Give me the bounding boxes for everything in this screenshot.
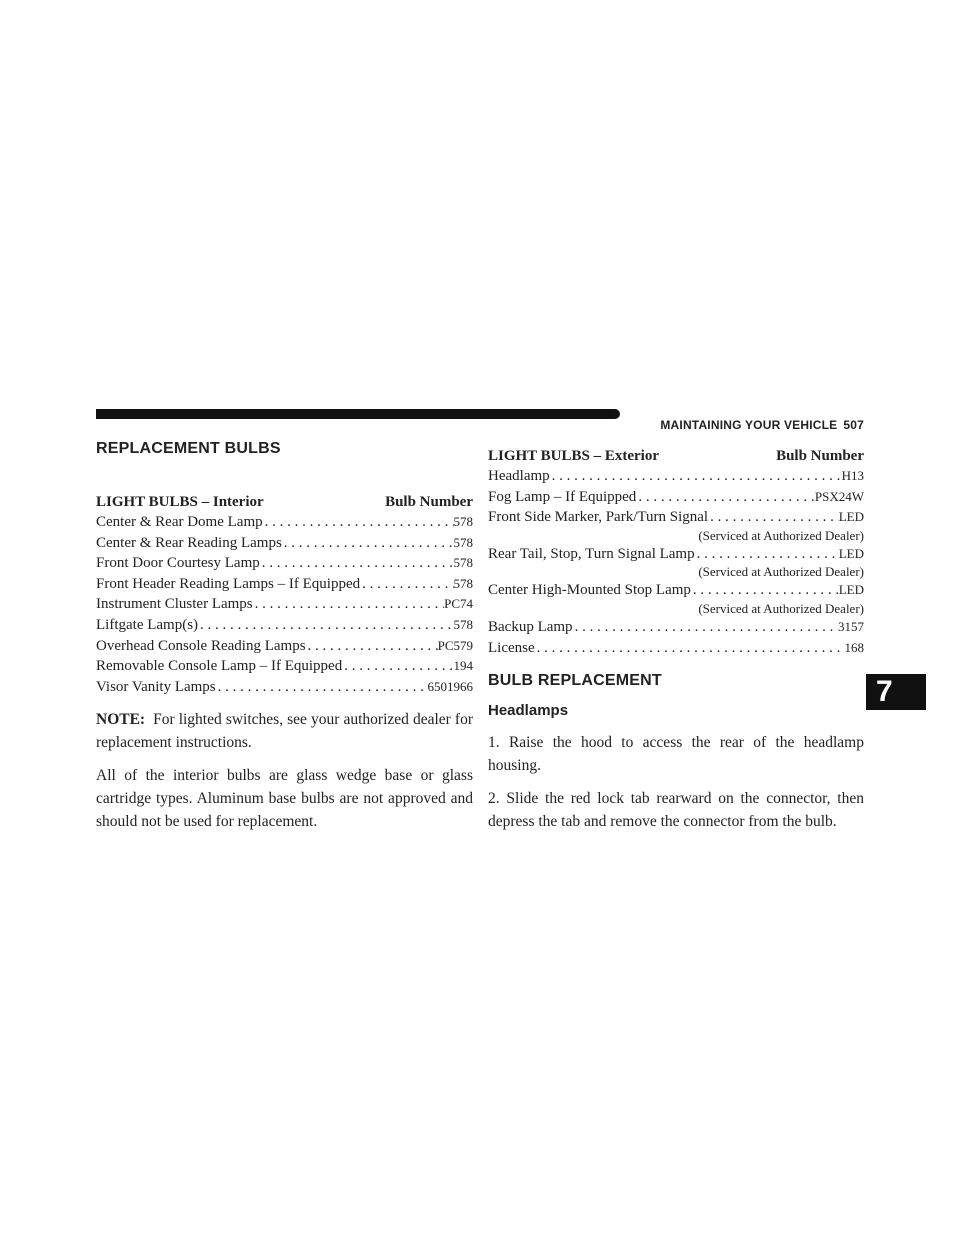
row-label: Front Door Courtesy Lamp [96, 555, 260, 572]
interior-table-column: Bulb Number [385, 494, 473, 510]
dot-leader [695, 545, 839, 565]
table-row [96, 533, 473, 554]
chapter-tab[interactable]: 7 [866, 674, 926, 710]
row-bulb-number: 3157 [838, 618, 864, 634]
row-bulb-number: PC74 [444, 596, 473, 612]
row-bulb-number: H13 [841, 468, 864, 483]
interior-bulb-list [96, 512, 473, 697]
table-row [96, 512, 473, 533]
row-bulb-number: 578 [453, 575, 473, 591]
table-row [488, 580, 864, 601]
row-service-note: (Serviced at Authorized Dealer) [698, 527, 864, 543]
row-label: Liftgate Lamp(s) [96, 616, 199, 633]
row-label: Visor Vanity Lamps [96, 678, 216, 695]
row-label: Front Side Marker, Park/Turn Signal [488, 509, 709, 526]
row-service-note: (Serviced at Authorized Dealer) [698, 564, 864, 580]
table-row [96, 636, 473, 657]
exterior-bulb-list [488, 466, 864, 658]
row-bulb-number: LED [838, 545, 864, 561]
interior-table-title: LIGHT BULBS – Interior [96, 494, 264, 510]
row-bulb-number: 578 [453, 616, 473, 632]
table-row [488, 617, 864, 638]
row-label: Rear Tail, Stop, Turn Signal Lamp [488, 545, 695, 562]
row-bulb-number: 578 [453, 514, 473, 529]
row-label: Removable Console Lamp – If Equipped [96, 658, 343, 675]
row-label: Backup Lamp [488, 618, 573, 635]
row-bulb-number: 194 [453, 658, 473, 674]
page-number: 507 [843, 418, 864, 432]
row-label: Center High-Mounted Stop Lamp [488, 582, 691, 599]
subheading-headlamps: Headlamps [488, 702, 569, 720]
section-heading-replacement-bulbs: REPLACEMENT BULBS [96, 440, 281, 457]
table-row [488, 466, 864, 487]
row-label: Headlamp [488, 468, 550, 484]
note-label: NOTE: [96, 711, 146, 729]
interior-bulb-paragraph: All of the interior bulbs are glass wedge base or glass cartridge types. Aluminum base bulbs are not approved and should not be used for replacement. [96, 767, 473, 831]
section-heading-bulb-replacement: BULB REPLACEMENT [488, 672, 662, 690]
note-text: For lighted switches, see your authorized dealer for replacement instructions. [96, 711, 473, 752]
row-bulb-number: 578 [453, 555, 473, 571]
right-column [488, 440, 864, 833]
row-bulb-number: LED [838, 509, 864, 525]
table-row [96, 574, 473, 595]
row-label: Center & Rear Dome Lamp [96, 514, 263, 530]
dot-leader [691, 581, 839, 601]
dot-leader [263, 513, 454, 533]
exterior-table-header [488, 446, 864, 466]
table-row [488, 487, 864, 508]
section-title: MAINTAINING YOUR VEHICLE [660, 418, 838, 432]
dot-leader [708, 508, 839, 528]
row-label: Center & Rear Reading Lamps [96, 534, 282, 551]
row-bulb-number: 168 [844, 639, 864, 655]
table-row [96, 615, 473, 636]
row-bulb-number: PC579 [437, 637, 473, 653]
interior-table-header [96, 492, 473, 512]
row-service-note: (Serviced at Authorized Dealer) [698, 600, 864, 616]
dot-leader [360, 575, 453, 595]
row-label: Front Header Reading Lamps – If Equipped [96, 575, 361, 592]
dot-leader [573, 618, 838, 638]
table-row [488, 507, 864, 528]
row-bulb-number: PSX24W [814, 488, 864, 504]
table-row [96, 677, 473, 698]
row-label: Overhead Console Reading Lamps [96, 637, 306, 654]
row-label: License [488, 639, 535, 656]
row-label: Instrument Cluster Lamps [96, 596, 253, 613]
step-2: 2. Slide the red lock tab rearward on the connector, then depress the tab and remove the connector from the bulb. [488, 790, 864, 831]
dot-leader [282, 534, 454, 554]
row-bulb-number: LED [838, 582, 864, 598]
dot-leader [306, 637, 438, 657]
table-row [488, 544, 864, 565]
row-bulb-number: 578 [453, 534, 473, 550]
left-column [96, 440, 473, 833]
row-bulb-number: 6501966 [427, 678, 473, 694]
exterior-table-title: LIGHT BULBS – Exterior [488, 448, 659, 464]
dot-leader [260, 554, 454, 574]
note-paragraph [96, 708, 473, 754]
dot-leader [198, 616, 453, 636]
exterior-table-column: Bulb Number [776, 448, 864, 464]
dot-leader [253, 595, 444, 615]
dot-leader [216, 678, 428, 698]
dot-leader [636, 488, 815, 508]
table-row [96, 594, 473, 615]
dot-leader [535, 639, 845, 659]
row-label: Fog Lamp – If Equipped [488, 488, 637, 505]
table-row [96, 656, 473, 677]
step-1: 1. Raise the hood to access the rear of the headlamp housing. [488, 734, 864, 775]
running-header [632, 418, 864, 432]
table-row [488, 638, 864, 659]
table-row [96, 553, 473, 574]
dot-leader [342, 657, 453, 677]
header-rule [96, 409, 620, 419]
dot-leader [550, 467, 842, 487]
